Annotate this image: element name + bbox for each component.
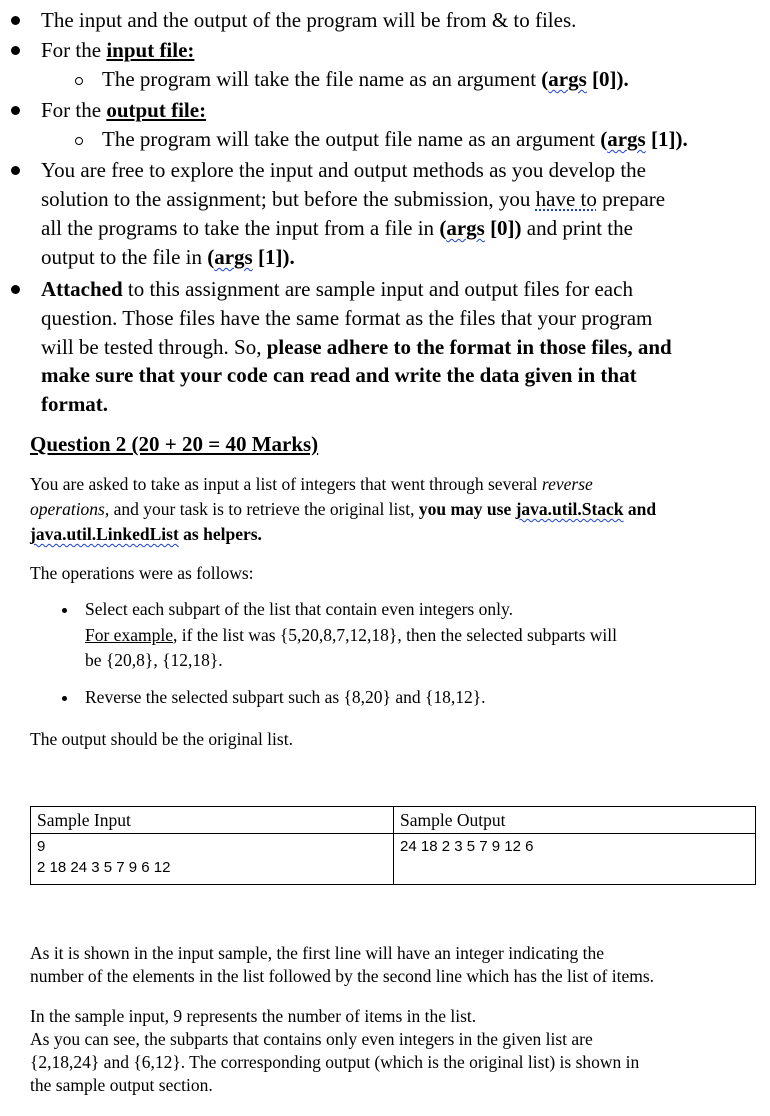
bullet-text: all the programs to take the input from a file in (args [0]) and print the <box>41 216 633 240</box>
bullet-text: will be tested through. So, please adhere to the format in those files, and <box>41 335 672 359</box>
bullet-dot <box>11 46 20 55</box>
explanation-text: As it is shown in the input sample, the first line will have an integer indicating the <box>30 943 604 963</box>
sample-output-line: 24 18 2 3 5 7 9 12 6 <box>400 838 534 855</box>
bullet-text: The input and the output of the program will be from & to files. <box>41 8 577 32</box>
sample-input-line: 2 18 24 3 5 7 9 6 12 <box>37 859 171 876</box>
sub-bullet-circle <box>75 77 83 85</box>
bullet-text: Attached to this assignment are sample input and output files for each <box>41 277 633 301</box>
sample-io-table <box>30 806 756 885</box>
bullet-text: For the output file: <box>41 98 207 122</box>
sample-output-header: Sample Output <box>394 807 756 834</box>
bullet-text: format. <box>41 392 109 416</box>
operation-text: be {20,8}, {12,18}. <box>85 650 223 670</box>
explanation-text: number of the elements in the list followed by the second line which has the list of items. <box>30 966 655 986</box>
bullet-text: question. Those files have the same format as the files that your program <box>41 306 653 330</box>
bullet-dot <box>11 16 20 25</box>
bullet-text: You are free to explore the input and output methods as you develop the <box>41 158 646 182</box>
input-file-heading: input file: <box>106 38 195 62</box>
bullet-text: For the input file: <box>41 38 195 62</box>
question-text: operations, and your task is to retrieve the original list, you may use java.util.Stack and <box>30 499 657 519</box>
bullet-dot <box>62 696 67 701</box>
bullet-dot <box>62 608 67 613</box>
operation-text: Reverse the selected subpart such as {8,20} and {18,12}. <box>85 687 486 707</box>
sample-input-cell <box>31 834 394 885</box>
bullet-dot <box>11 285 20 294</box>
explanation-text: As you can see, the subparts that contains only even integers in the given list are <box>30 1029 593 1049</box>
question-text: java.util.LinkedList as helpers. <box>30 524 262 544</box>
explanation-text: the sample output section. <box>30 1075 213 1095</box>
bullet-dot <box>11 106 20 115</box>
sample-input-line: 9 <box>37 838 46 855</box>
output-note: The output should be the original list. <box>30 729 293 749</box>
bullet-dot <box>11 166 20 175</box>
output-file-heading: output file: <box>106 98 207 122</box>
operations-intro: The operations were as follows: <box>30 563 254 583</box>
bullet-text: output to the file in (args [1]). <box>41 245 295 269</box>
sub-bullet-text: The program will take the output file name as an argument (args [1]). <box>102 127 688 151</box>
explanation-text: {2,18,24} and {6,12}. The corresponding output (which is the original list) is shown in <box>30 1052 640 1072</box>
bullet-text: solution to the assignment; but before the submission, you have to prepare <box>41 187 666 211</box>
sub-bullet-text: The program will take the file name as an argument (args [0]). <box>102 67 629 91</box>
bullet-text: make sure that your code can read and write the data given in that <box>41 363 637 387</box>
operation-text: For example, if the list was {5,20,8,7,12,18}, then the selected subparts will <box>85 625 617 645</box>
sample-output-cell <box>394 834 756 885</box>
sample-input-header: Sample Input <box>31 807 394 834</box>
question-text: You are asked to take as input a list of integers that went through several reverse <box>30 474 593 494</box>
question-title: Question 2 (20 + 20 = 40 Marks) <box>30 432 319 456</box>
sub-bullet-circle <box>75 137 83 145</box>
explanation-text: In the sample input, 9 represents the number of items in the list. <box>30 1006 477 1026</box>
operation-text: Select each subpart of the list that contain even integers only. <box>85 599 513 619</box>
